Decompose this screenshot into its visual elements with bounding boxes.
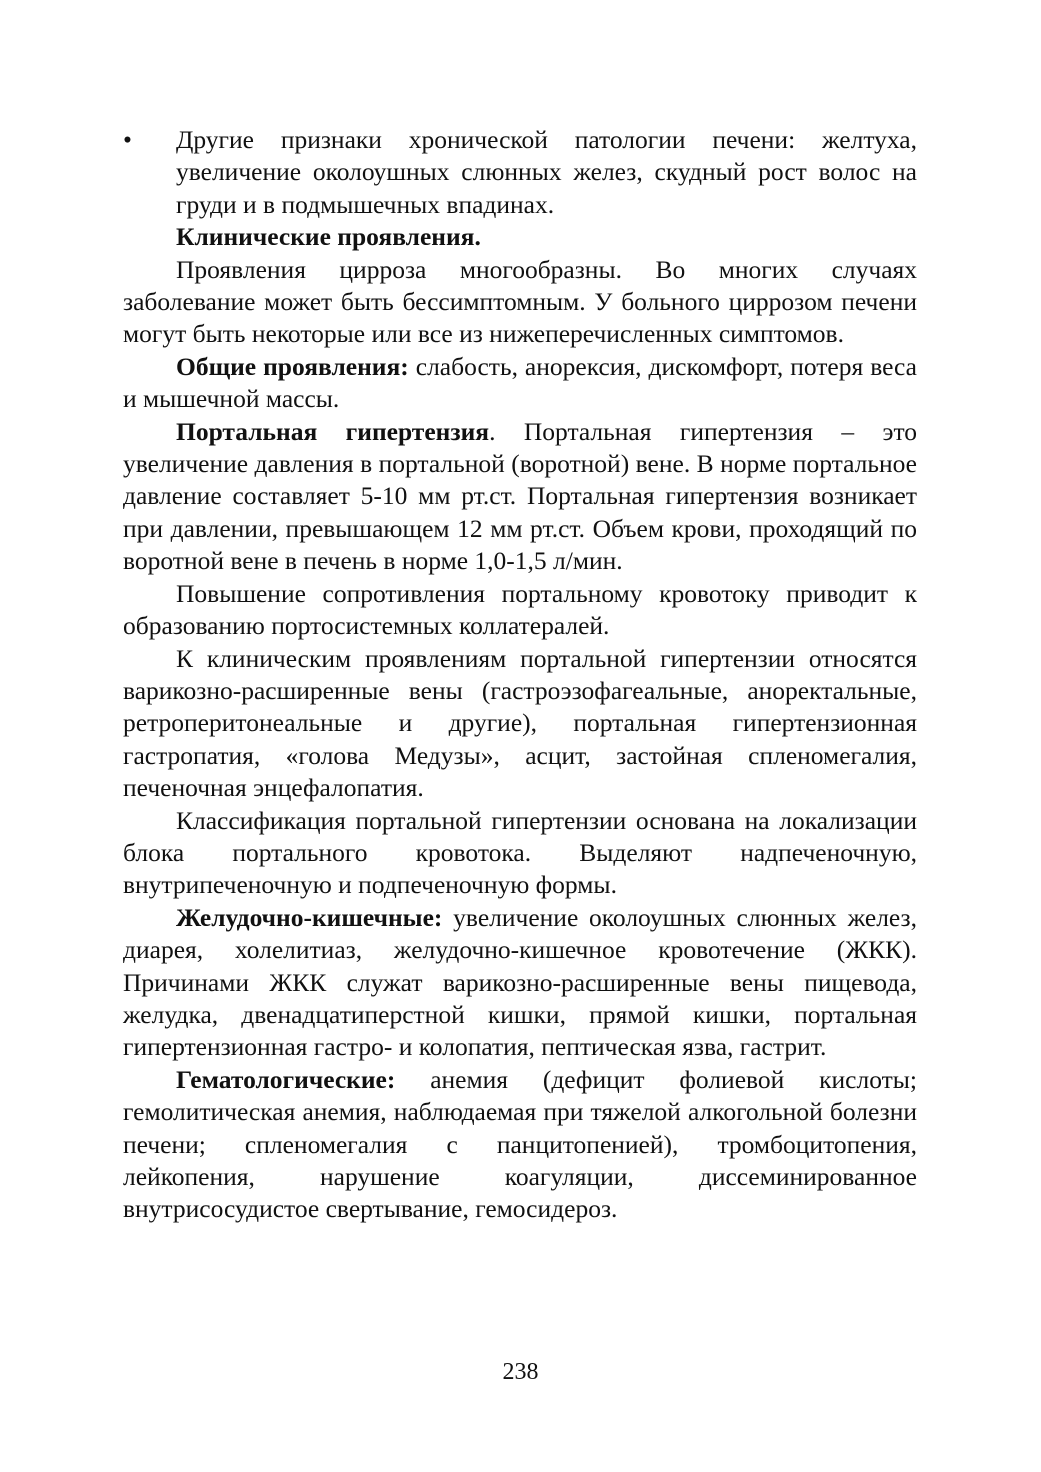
- page-body: [123, 124, 917, 1226]
- paragraph-gi: [123, 902, 917, 1064]
- portal-text: . Портальная гипертензия – это увеличение давления в портальной (воротной) вене. В норме портальное давление составляет 5-10 мм рт.ст. Портальная гипертензия возникает при давлении, превышающем 12 мм рт.ст. Объем крови, проходящий по воротной вене в печень в норме 1,0-1,5 л/мин.: [123, 416, 917, 576]
- paragraph-intro: Проявления цирроза многообразны. Во многих случаях заболевание может быть бессимптомным. У больного циррозом печени могут быть некоторые или все из нижеперечисленных симптомов.: [123, 254, 917, 349]
- paragraph-resistance: Повышение сопротивления портальному кровотоку приводит к образованию портосистемных коллатералей.: [123, 578, 917, 641]
- paragraph-classification: Классификация портальной гипертензии основана на локализации блока портального кровотока. Выделяют надпеченочную, внутрипеченочную и подпеченочную формы.: [123, 805, 917, 900]
- paragraph-general: [123, 351, 917, 416]
- general-label: Общие проявления:: [176, 351, 409, 381]
- paragraph-hema: [123, 1064, 917, 1226]
- paragraph-clinical: К клиническим проявлениям портальной гипертензии относятся варикозно-расширенные вены (гастроэзофагеальные, аноректальные, ретроперитонеальные и другие), портальная гипертензионная гастропатия, «голова Медузы», асцит, застойная спленомегалия, печеночная энцефалопатия.: [123, 643, 917, 803]
- bullet-text: Другие признаки хронической патологии печени: желтуха, увеличение околоушных слюнных желез, скудный рост волос на груди и в подмышечных впадинах.: [176, 125, 917, 219]
- portal-label: Портальная гипертензия: [176, 416, 490, 446]
- bullet-mark: •: [123, 125, 132, 154]
- paragraph-portal: [123, 416, 917, 578]
- section-heading: Клинические проявления.: [176, 222, 481, 252]
- hema-text: анемия (дефицит фолиевой кислоты; гемолитическая анемия, наблюдаемая при тяжелой алкогольной болезни печени; спленомегалия с панцитопенией), тромбоцитопения, лейкопения, нарушение коагуляции, диссеминированное внутрисосудистое свертывание, гемосидероз.: [123, 1064, 917, 1224]
- bullet-item: [123, 124, 917, 221]
- gi-label: Желудочно-кишечные:: [176, 902, 443, 932]
- gi-text: увеличение околоушных слюнных желез, диарея, холелитиаз, желудочно-кишечное кровотечение (ЖКК). Причинами ЖКК служат варикозно-расширенные вены пищевода, желудка, двенадцатиперстной кишки, прямой кишки, портальная гипертензионная гастро- и колопатия, пептическая язва, гастрит.: [123, 902, 917, 1062]
- general-text: слабость, анорексия, дискомфорт, потеря веса и мышечной массы.: [123, 351, 917, 414]
- hema-label: Гематологические:: [176, 1064, 396, 1094]
- page-number: 238: [502, 1359, 539, 1385]
